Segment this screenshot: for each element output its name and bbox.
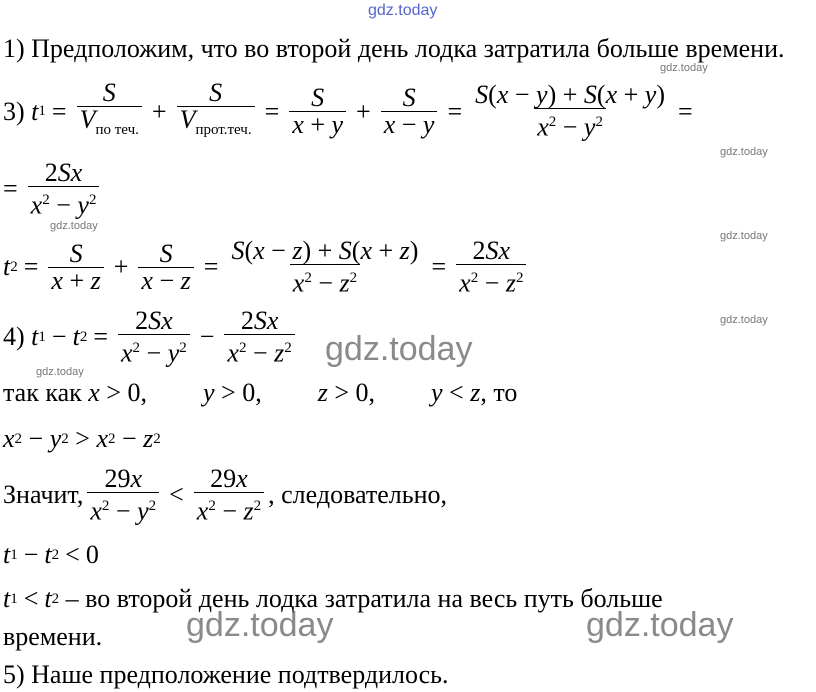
watermark-large: gdz.today — [186, 606, 334, 644]
conclusion-text: – во второй день лодка затратила на весь путь больше — [65, 584, 663, 613]
conclusion-continuation: времени. — [3, 622, 103, 651]
subscript-with-current: по теч. — [95, 122, 139, 139]
watermark: gdz.today — [660, 62, 708, 74]
t1-result: = $\frac{2Sx}{x^2 - y^2}$ — [3, 160, 103, 219]
watermark-large: gdz.today — [586, 606, 734, 644]
since-text: так как — [3, 378, 82, 407]
difference-equation: 4) t 1 − t 2 = $\frac{2Sx}{x^2 - y^2}$ − $\frac{2Sx}{x^2 - z^2}$ — [3, 308, 299, 367]
subscript-against-current: прот.теч. — [195, 122, 252, 139]
t2-equation: t 2 = $\frac{S}{x + z}$ + $\frac{S}{x - z}$ = $\frac{S(x - z) + S(x + z)}{x^2 - z^2}$ = $\frac{2Sx}{x^2 - z^2}$ — [3, 238, 530, 297]
assumption-line: 1) Предположим, что во второй день лодка затратила больше времени. — [3, 34, 785, 63]
therefore-line: Значит, $\frac{29x}{x^2 - y^2}$ < $\frac{29x}{x^2 - z^2}$ , следовательно, — [3, 464, 448, 526]
conclusion-line: t 1 < t 2 – во второй день лодка затратила на весь путь больше — [3, 584, 663, 613]
watermark: gdz.today — [720, 230, 768, 242]
step3-label: 3) — [3, 96, 25, 126]
watermark-large: gdz.today — [325, 330, 473, 368]
inequality-line: x 2 − y 2 > x 2 − z 2 — [3, 424, 161, 453]
difference-negative: t 1 − t 2 < 0 — [3, 540, 99, 569]
then-text: то — [493, 378, 518, 407]
watermark: gdz.today — [720, 146, 768, 158]
watermark: gdz.today — [36, 366, 84, 378]
watermark: gdz.today — [50, 220, 98, 232]
conditions-line: так как x > 0, y > 0, z > 0, y < z , то — [3, 378, 518, 407]
t1-equation: 3) t 1 = $\frac{S}{V_{по теч.}}$ + $\frac{S}{V_{прот.теч.}}$ = $\frac{S}{x + y}$ + $\frac{S}{x - y}$ = $\frac{S(x - y) + S(x + y)}{x^2 - y^2}$ = — [3, 78, 693, 142]
therefore-text: Значит, — [3, 480, 84, 510]
watermark-top: gdz.today — [368, 2, 438, 19]
step5-line: 5) Наше предположение подтвердилось. — [3, 660, 449, 689]
consequently-text: , следовательно, — [268, 480, 448, 510]
step4-label: 4) — [3, 322, 25, 352]
watermark: gdz.today — [720, 314, 768, 326]
